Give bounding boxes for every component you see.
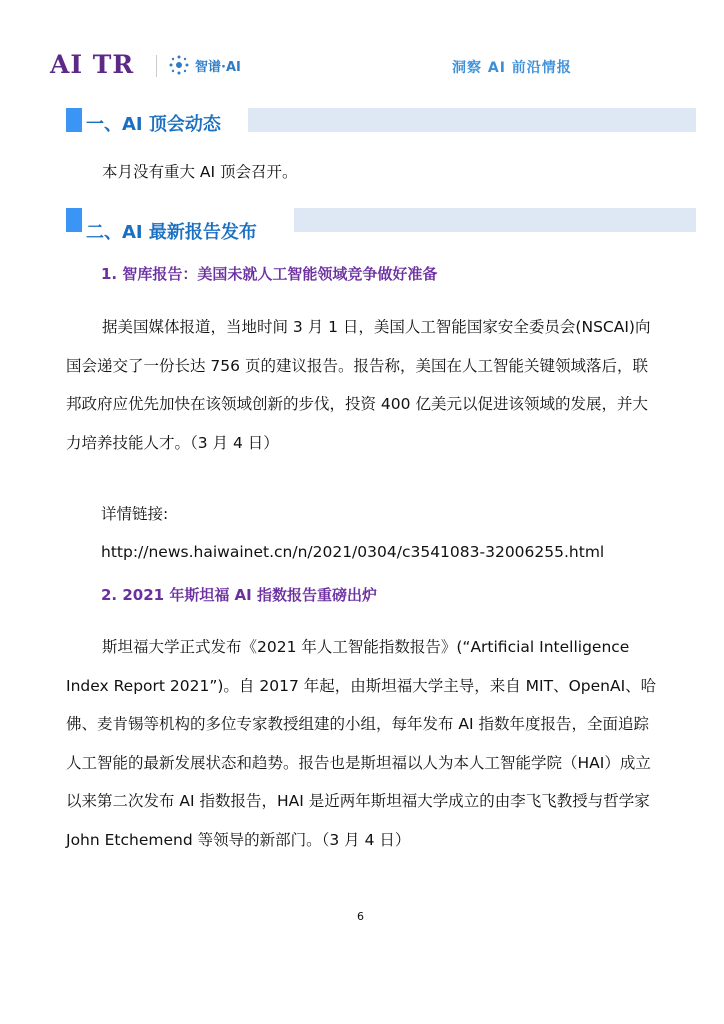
aitr-logo: AI TR xyxy=(50,50,135,79)
logo-divider xyxy=(156,55,157,77)
zhipu-logo-icon xyxy=(168,54,190,76)
section-bar xyxy=(294,208,696,232)
section-body: 本月没有重大 AI 顶会召开。 xyxy=(102,163,298,181)
section-heading-1 xyxy=(66,108,696,134)
section-title: 二、AI 最新报告发布 xyxy=(86,222,257,243)
section-title: 一、AI 顶会动态 xyxy=(86,114,221,135)
item-body: 斯坦福大学正式发布《2021 年人工智能指数报告》(“Artificial Intelligence Index Report 2021”)。自 2017 年起，由斯坦福大学主导，来自 MIT、OpenAI、哈佛、麦肯锡等机构的多位专家教授组建的小组，每年发布 AI 指数年度报告，全面追踪人工智能的最新发展状态和趋势。报告也是斯坦福以人为本人工智能学院（HAI）成立以来第二次发布 AI 指数报告，HAI 是近两年斯坦福大学成立的由李飞飞教授与哲学家 John Etchemend 等领导的新部门。（3 月 4 日） xyxy=(66,638,657,849)
section-marker xyxy=(66,208,82,232)
link-label: 详情链接: xyxy=(101,505,169,523)
page-number: 6 xyxy=(357,910,364,923)
section-bar xyxy=(248,108,696,132)
header-tagline: 洞察 AI 前沿情报 xyxy=(452,60,572,76)
detail-link[interactable]: http://news.haiwainet.cn/n/2021/0304/c3541083-32006255.html xyxy=(101,543,605,561)
section-marker xyxy=(66,108,82,132)
zhipu-logo-text: 智谱·AI xyxy=(195,60,241,75)
item-body: 据美国媒体报道，当地时间 3 月 1 日，美国人工智能国家安全委员会(NSCAI)向国会递交了一份长达 756 页的建议报告。报告称，美国在人工智能关键领域落后，联邦政府应优先加快在该领域创新的步伐，投资 400 亿美元以促进该领域的发展，并大力培养技能人才。（3 月 4 日） xyxy=(66,318,651,452)
item-title: 1. 智库报告：美国未就人工智能领域竞争做好准备 xyxy=(101,265,438,283)
section-heading-2 xyxy=(66,208,696,243)
item-title: 2. 2021 年斯坦福 AI 指数报告重磅出炉 xyxy=(101,586,377,604)
